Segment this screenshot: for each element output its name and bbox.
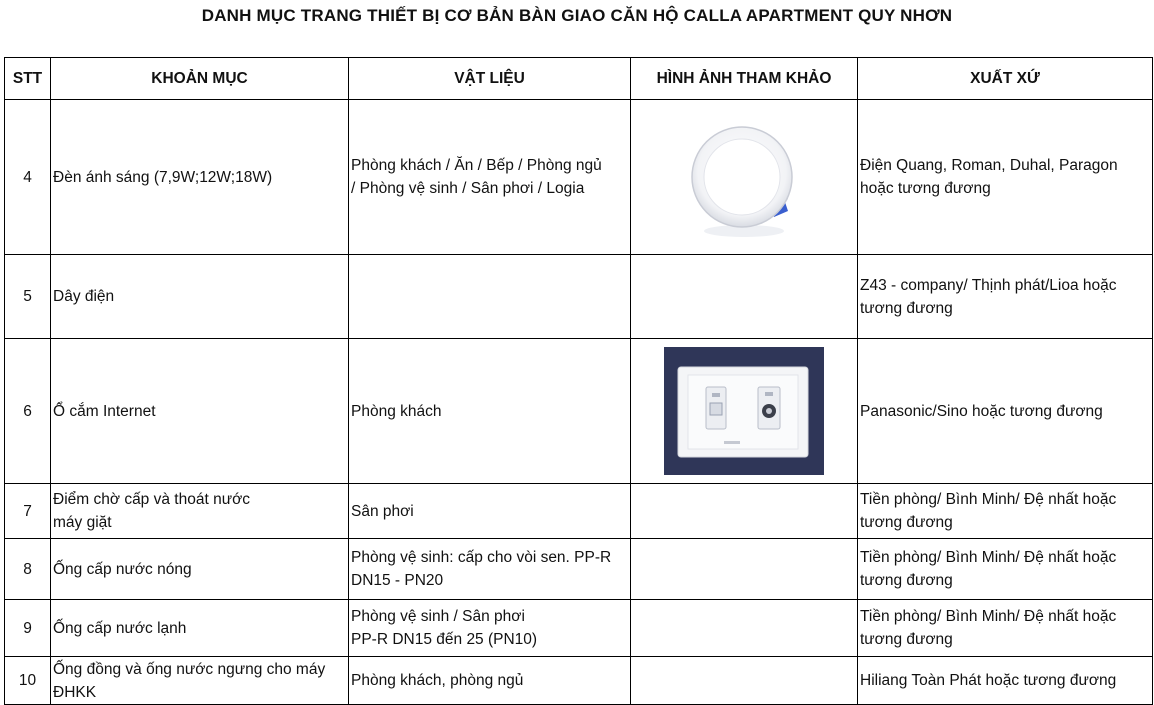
item-line: Dây điện	[53, 288, 115, 305]
origin-line: Tiền phòng/ Bình Minh/ Đệ nhất hoặc	[860, 608, 1117, 625]
material-cell	[349, 657, 631, 705]
material-line: Phòng khách, phòng ngủ	[351, 672, 524, 689]
material-line: Sân phơi	[351, 502, 414, 520]
material-cell	[349, 539, 631, 600]
origin-line: Z43 - company/ Thịnh phát/Lioa hoặc	[860, 276, 1117, 294]
material-line: DN15 - PN20	[351, 572, 444, 589]
origin-line: hoặc tương đương	[860, 180, 991, 197]
item-line: Ống cấp nước nóng	[53, 560, 192, 578]
table-row	[5, 539, 1153, 600]
downlight-icon	[684, 107, 804, 247]
item-cell	[51, 484, 349, 539]
item-line: máy giặt	[53, 514, 112, 531]
material-line: Phòng vệ sinh / Sân phơi	[351, 608, 525, 625]
internet-socket-icon	[664, 347, 824, 475]
material-cell	[349, 600, 631, 657]
stt-cell: 6	[5, 339, 51, 484]
material-line: Phòng khách / Ăn / Bếp / Phòng ngủ	[351, 157, 602, 174]
stt-cell: 7	[5, 484, 51, 539]
table-row	[5, 600, 1153, 657]
item-line: Ống cấp nước lạnh	[53, 619, 187, 637]
item-cell	[51, 339, 349, 484]
item-cell	[51, 600, 349, 657]
material-line: PP-R DN15 đến 25 (PN10)	[351, 631, 538, 648]
material-cell	[349, 339, 631, 484]
table-row	[5, 255, 1153, 339]
stt-cell: 5	[5, 255, 51, 339]
item-cell	[51, 100, 349, 255]
origin-line: tương đương	[860, 631, 953, 648]
header-material: VẬT LIỆU	[349, 58, 631, 100]
item-cell	[51, 255, 349, 339]
origin-cell	[858, 100, 1153, 255]
item-cell	[51, 539, 349, 600]
material-cell	[349, 100, 631, 255]
header-stt: STT	[5, 58, 51, 100]
stt-cell: 9	[5, 600, 51, 657]
image-cell	[631, 339, 858, 484]
origin-line: Panasonic/Sino hoặc tương đương	[860, 402, 1103, 420]
origin-line: Hiliang Toàn Phát hoặc tương đương	[860, 672, 1117, 689]
origin-line: tương đương	[860, 572, 953, 589]
document-title: DANH MỤC TRANG THIẾT BỊ CƠ BẢN BÀN GIAO CĂN HỘ CALLA APARTMENT QUY NHƠN	[201, 6, 953, 25]
item-line: Ống đồng và ống nước ngưng cho máy	[53, 660, 326, 678]
image-cell	[631, 657, 858, 705]
origin-cell	[858, 255, 1153, 339]
item-line: ĐHKK	[53, 683, 97, 701]
header-row	[5, 58, 1153, 100]
origin-line: Điện Quang, Roman, Duhal, Paragon	[860, 157, 1118, 174]
origin-line: Tiền phòng/ Bình Minh/ Đệ nhất hoặc	[860, 549, 1117, 566]
origin-cell	[858, 600, 1153, 657]
origin-cell	[858, 484, 1153, 539]
table-row	[5, 484, 1153, 539]
image-cell	[631, 100, 858, 255]
header-origin: XUẤT XỨ	[858, 58, 1153, 100]
image-cell	[631, 539, 858, 600]
image-cell	[631, 484, 858, 539]
origin-line: tương đương	[860, 514, 953, 531]
origin-line: tương đương	[860, 299, 953, 317]
stt-cell: 10	[5, 657, 51, 705]
item-line: Đèn ánh sáng (7,9W;12W;18W)	[53, 168, 273, 186]
equipment-table	[4, 57, 1153, 705]
image-cell	[631, 255, 858, 339]
origin-cell	[858, 657, 1153, 705]
material-cell	[349, 484, 631, 539]
origin-cell	[858, 339, 1153, 484]
material-line: Phòng khách	[351, 402, 442, 420]
item-cell	[51, 657, 349, 705]
origin-line: Tiền phòng/ Bình Minh/ Đệ nhất hoặc	[860, 491, 1117, 508]
image-cell	[631, 600, 858, 657]
material-line: / Phòng vệ sinh / Sân phơi / Logia	[351, 180, 585, 197]
material-line: Phòng vệ sinh: cấp cho vòi sen. PP-R	[351, 549, 612, 566]
origin-cell	[858, 539, 1153, 600]
stt-cell: 8	[5, 539, 51, 600]
stt-cell: 4	[5, 100, 51, 255]
material-cell	[349, 255, 631, 339]
item-line: Điểm chờ cấp và thoát nước	[53, 491, 250, 508]
table-row	[5, 339, 1153, 484]
item-line: Ổ cắm Internet	[53, 402, 156, 420]
header-item: KHOẢN MỤC	[51, 58, 349, 100]
table-row	[5, 100, 1153, 255]
table-row	[5, 657, 1153, 705]
header-image: HÌNH ẢNH THAM KHẢO	[631, 58, 858, 100]
